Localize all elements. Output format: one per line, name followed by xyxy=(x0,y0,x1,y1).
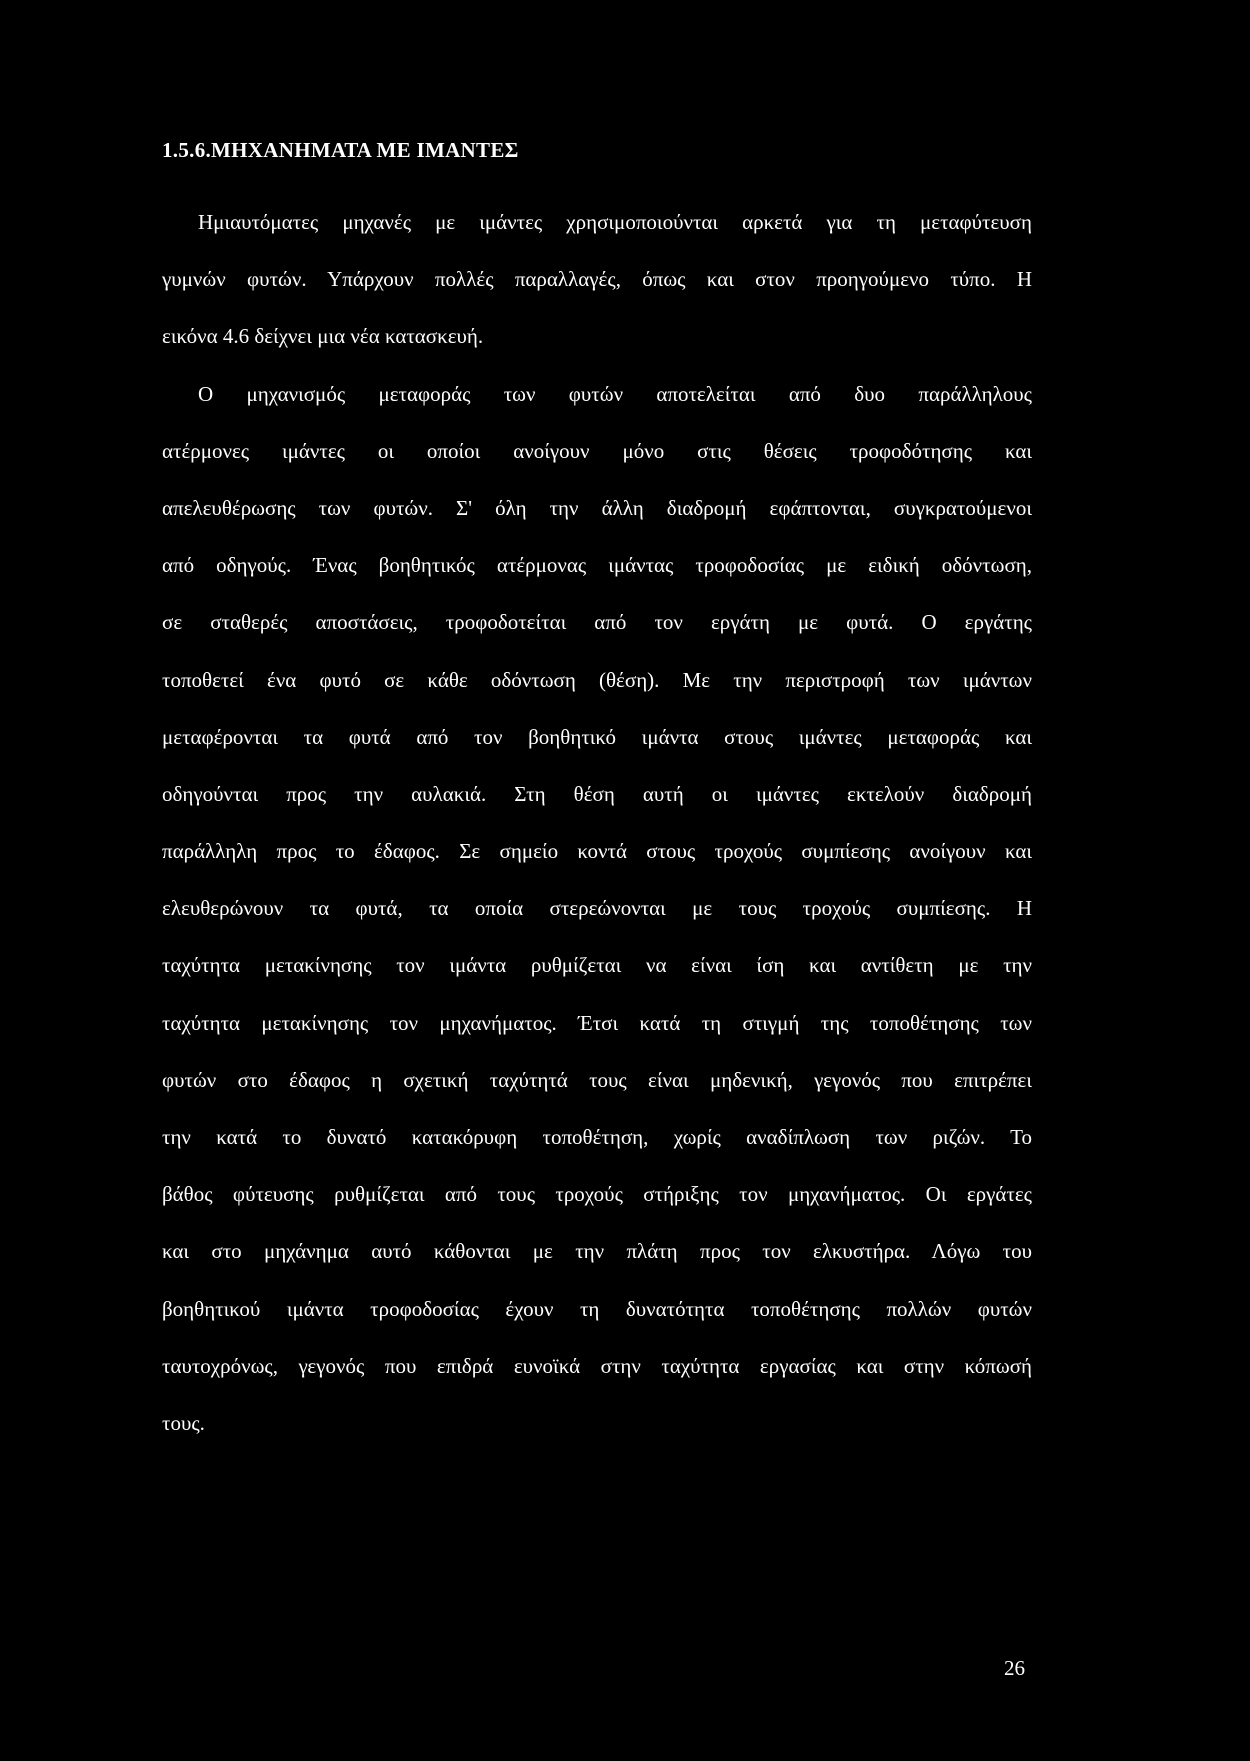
text-line: την κατά το δυνατό κατακόρυφη τοποθέτηση, χωρίς αναδίπλωση των ριζών. Το xyxy=(162,1125,1032,1149)
text-line: φυτών στο έδαφος η σχετική ταχύτητά τους είναι μηδενική, γεγονός που επιτρέπει xyxy=(162,1067,1032,1092)
text-line: από οδηγούς. Ένας βοηθητικός ατέρμονας ιμάντας τροφοδοσίας με ειδική οδόντωση, xyxy=(162,553,1032,578)
text-line: βάθος φύτευσης ρυθμίζεται από τους τροχούς στήριξης τον μηχανήματος. Οι εργάτες xyxy=(162,1182,1032,1207)
text-line: τους. xyxy=(162,1410,205,1435)
text-line: ελευθερώνουν τα φυτά, τα οποία στερεώνονται με τους τροχούς συμπίεσης. Η xyxy=(162,896,1032,921)
text-line: απελευθέρωσης των φυτών. Σ' όλη την άλλη διαδρομή εφάπτονται, συγκρατούμενοι xyxy=(162,495,1032,520)
text-line: Ημιαυτόματες μηχανές με ιμάντες χρησιμοποιούνται αρκετά για τη μεταφύτευση xyxy=(198,210,1032,234)
text-line: και στο μηχάνημα αυτό κάθονται με την πλάτη προς τον ελκυστήρα. Λόγω του xyxy=(162,1239,1032,1264)
text-line: βοηθητικού ιμάντα τροφοδοσίας έχουν τη δυνατότητα τοποθέτησης πολλών φυτών xyxy=(162,1296,1032,1321)
text-line: παράλληλη προς το έδαφος. Σε σημείο κοντά στους τροχούς συμπίεσης ανοίγουν και xyxy=(162,839,1032,864)
text-line: γυμνών φυτών. Υπάρχουν πολλές παραλλαγές, όπως και στον προηγούμενο τύπο. Η xyxy=(162,267,1032,292)
page-number: 26 xyxy=(1004,1656,1025,1680)
body-text xyxy=(162,194,1032,1452)
text-line: μεταφέρονται τα φυτά από τον βοηθητικό ιμάντα στους ιμάντες μεταφοράς και xyxy=(162,724,1032,749)
text-line: εικόνα 4.6 δείχνει μια νέα κατασκευή. xyxy=(162,324,484,349)
text-line: ταχύτητα μετακίνησης τον ιμάντα ρυθμίζεται να είναι ίση και αντίθετη με την xyxy=(162,953,1032,978)
text-line: οδηγούνται προς την αυλακιά. Στη θέση αυτή οι ιμάντες εκτελούν διαδρομή xyxy=(162,781,1032,806)
text-line: ατέρμονες ιμάντες οι οποίοι ανοίγουν μόνο στις θέσεις τροφοδότησης και xyxy=(162,438,1032,463)
text-line: ταχύτητα μετακίνησης τον μηχανήματος. Έτσι κατά τη στιγμή της τοποθέτησης των xyxy=(162,1010,1032,1035)
text-line: ταυτοχρόνως, γεγονός που επιδρά ευνοϊκά στην ταχύτητα εργασίας και στην κόπωσή xyxy=(162,1353,1032,1378)
text-line: σε σταθερές αποστάσεις, τροφοδοτείται από τον εργάτη με φυτά. Ο εργάτης xyxy=(162,610,1032,635)
text-line: Ο μηχανισμός μεταφοράς των φυτών αποτελείται από δυο παράλληλους xyxy=(198,381,1032,406)
text-line: τοποθετεί ένα φυτό σε κάθε οδόντωση (θέση). Με την περιστροφή των ιμάντων xyxy=(162,667,1032,692)
section-heading: 1.5.6.ΜΗΧΑΝΗΜΑΤΑ ΜΕ ΙΜΑΝΤΕΣ xyxy=(162,138,519,162)
